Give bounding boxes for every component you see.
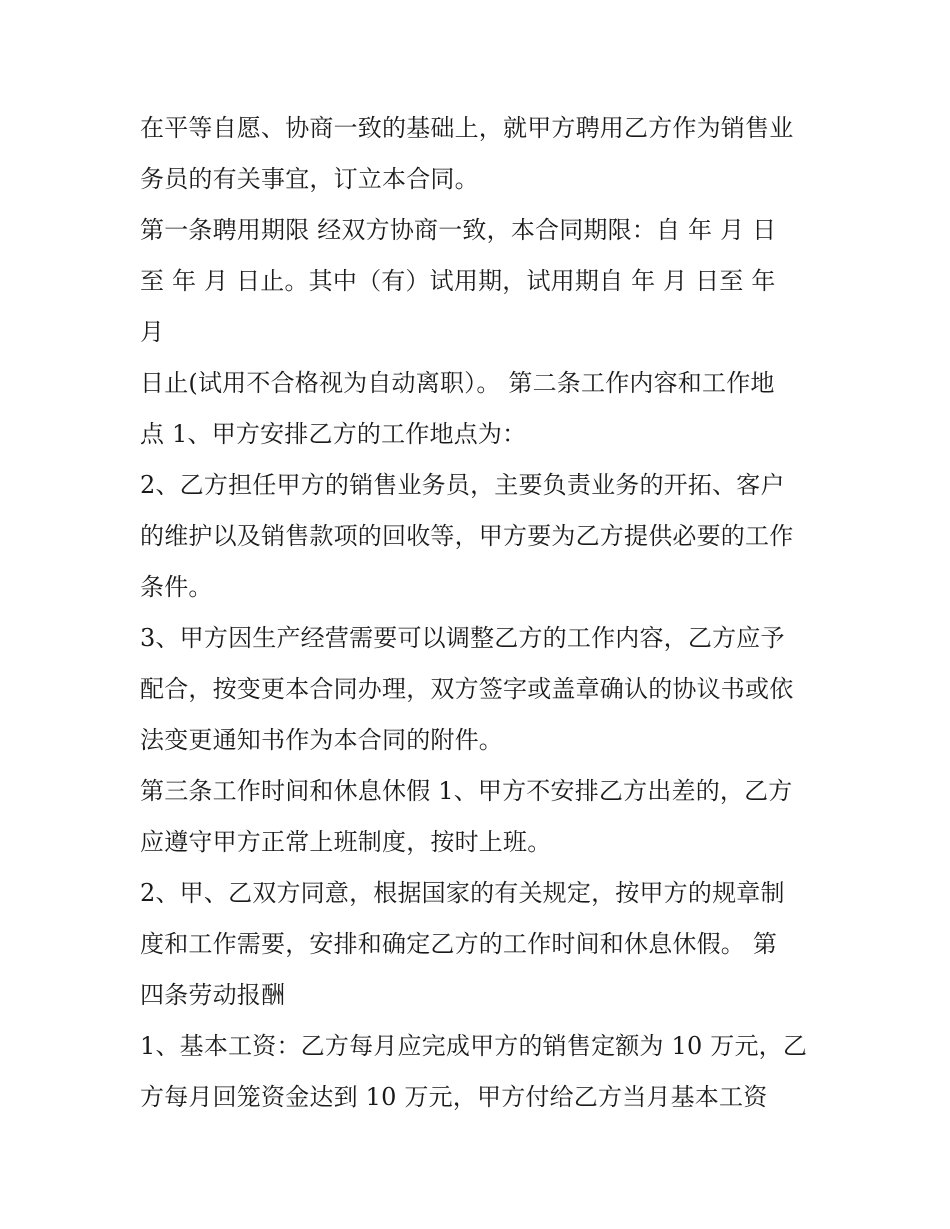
text-line: 2、甲、乙双方同意，根据国家的有关规定，按甲方的规章制 xyxy=(140,879,785,907)
text-line: 的维护以及销售款项的回收等，甲方要为乙方提供必要的工作 xyxy=(140,522,794,550)
text-line: 度和工作需要，安排和确定乙方的工作时间和休息休假。 第 xyxy=(140,930,778,958)
text-line: 日止(试用不合格视为自动离职）。 第二条工作内容和工作地 xyxy=(140,369,775,397)
text-line: 至 年 月 日止。其中（有）试用期，试用期自 年 月 日至 年 xyxy=(140,267,776,295)
text-line: 务员的有关事宜，订立本合同。 xyxy=(140,165,479,193)
text-line: 2、乙方担任甲方的销售业务员，主要负责业务的开拓、客户 xyxy=(140,471,785,499)
text-line: 法变更通知书作为本合同的附件。 xyxy=(140,726,503,754)
text-line: 第三条工作时间和休息休假 1、甲方不安排乙方出差的，乙方 xyxy=(140,777,793,805)
text-line: 应遵守甲方正常上班制度，按时上班。 xyxy=(140,828,552,856)
text-line: 四条劳动报酬 xyxy=(140,981,286,1009)
text-line: 1、基本工资：乙方每月应完成甲方的销售定额为 10 万元，乙 xyxy=(140,1032,808,1060)
contract-body xyxy=(140,103,820,1123)
text-line: 条件。 xyxy=(140,573,213,601)
text-line: 配合，按变更本合同办理，双方签字或盖章确认的协议书或依 xyxy=(140,675,794,703)
text-line: 3、甲方因生产经营需要可以调整乙方的工作内容，乙方应予 xyxy=(140,624,785,652)
text-line: 月 xyxy=(140,318,165,346)
text-line: 在平等自愿、协商一致的基础上，就甲方聘用乙方作为销售业 xyxy=(140,114,794,142)
text-line: 方每月回笼资金达到 10 万元，甲方付给乙方当月基本工资 xyxy=(140,1083,768,1111)
text-line: 点 1、甲方安排乙方的工作地点为： xyxy=(140,420,527,448)
text-line: 第一条聘用期限 经双方协商一致，本合同期限：自 年 月 日 xyxy=(140,216,777,244)
